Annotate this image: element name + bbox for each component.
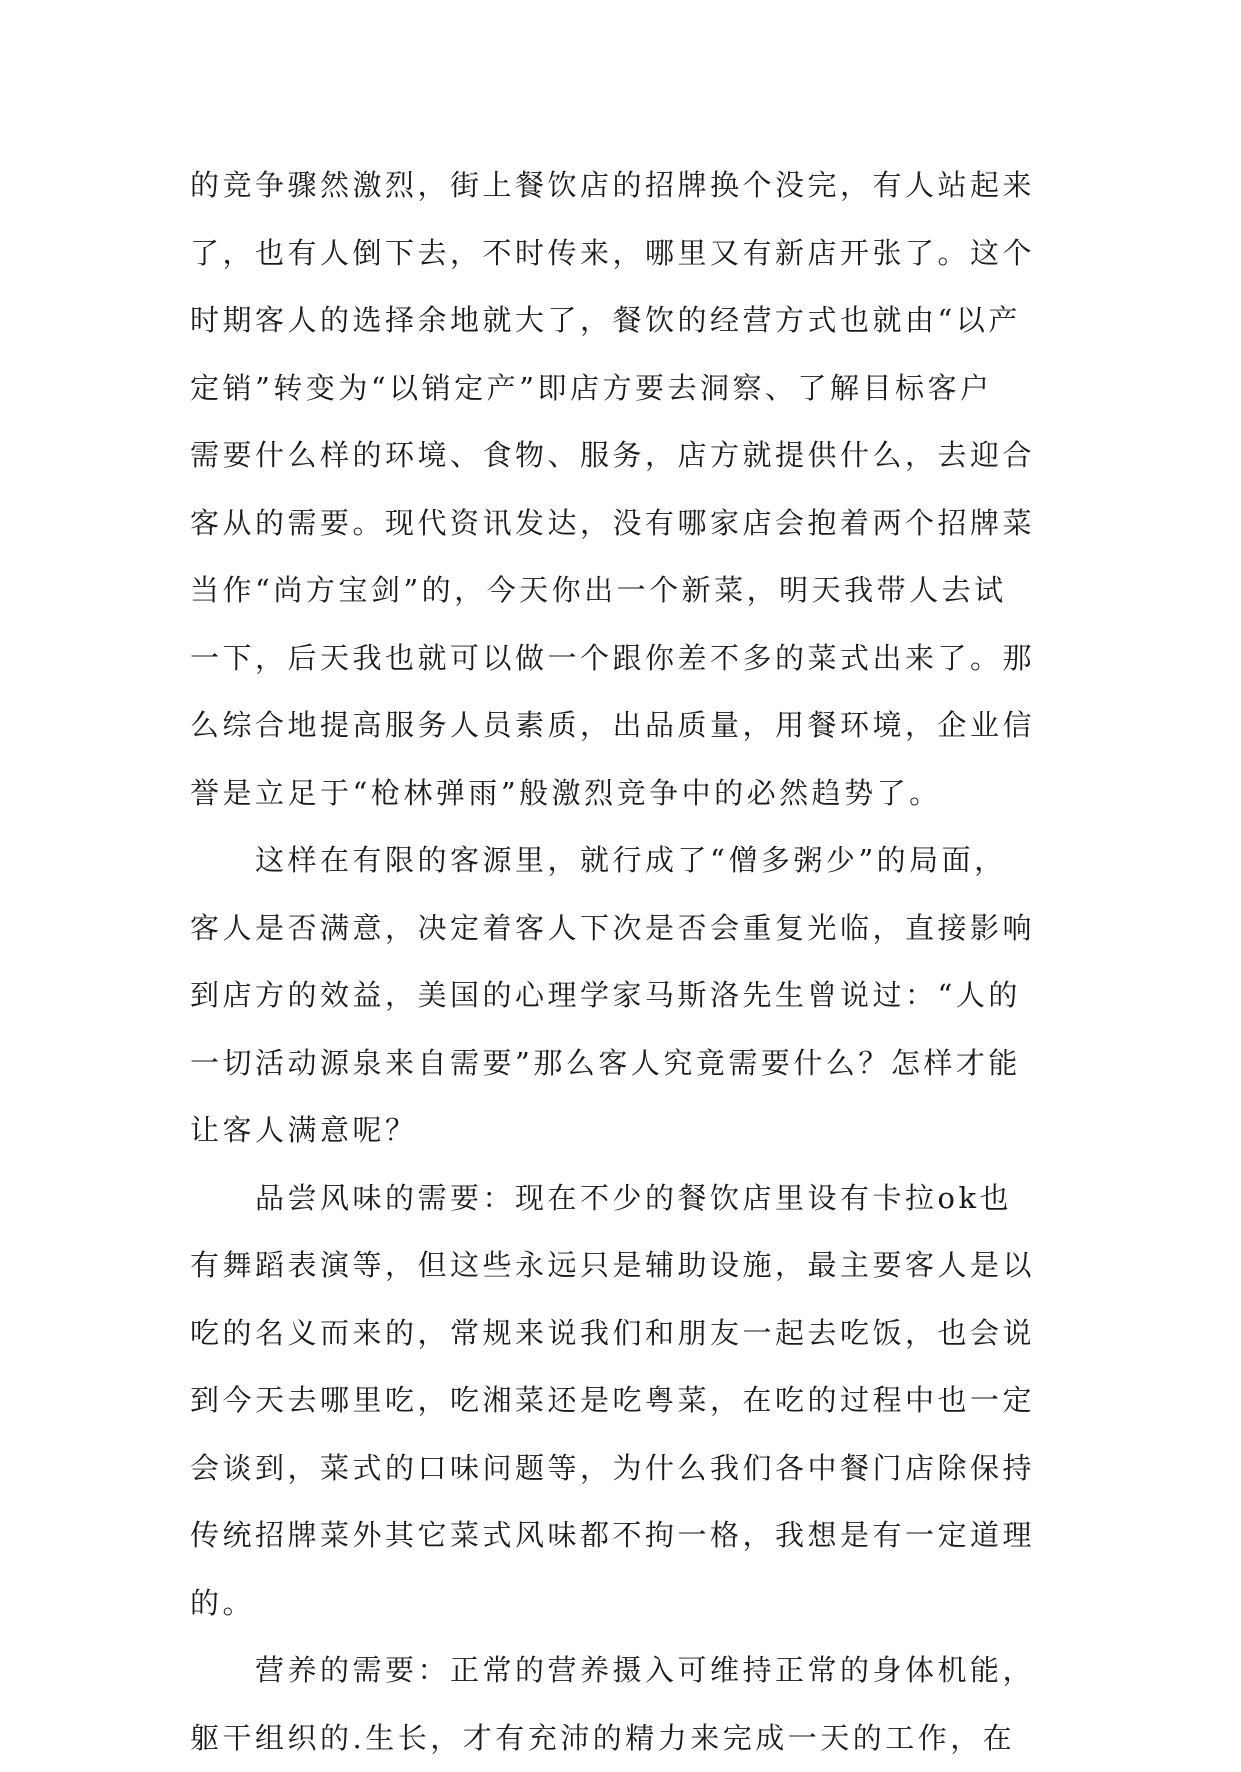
text-line: 一切活动源泉来自需要”那么客人究竟需要什么？怎样才能	[190, 1030, 1050, 1098]
text-line: 客人是否满意，决定着客人下次是否会重复光临，直接影响	[190, 895, 1050, 963]
text-line: 到店方的效益，美国的心理学家马斯洛先生曾说过：“人的	[190, 962, 1050, 1030]
text-line: 到今天去哪里吃，吃湘菜还是吃粤菜，在吃的过程中也一定	[190, 1367, 1050, 1435]
text-line: 会谈到，菜式的口味问题等，为什么我们各中餐门店除保持	[190, 1435, 1050, 1503]
text-line: 的。	[190, 1570, 1050, 1638]
text-line: 时期客人的选择余地就大了，餐饮的经营方式也就由“以产	[190, 287, 1050, 355]
paragraph-start-line: 这样在有限的客源里，就行成了“僧多粥少”的局面，	[190, 827, 1050, 895]
text-line: 的竞争骤然激烈，街上餐饮店的招牌换个没完，有人站起来	[190, 152, 1050, 220]
text-line: 誉是立足于“枪林弹雨”般激烈竞争中的必然趋势了。	[190, 760, 1050, 828]
body-text	[190, 152, 1050, 1772]
paragraph-start-line: 营养的需要：正常的营养摄入可维持正常的身体机能，	[190, 1637, 1050, 1705]
text-line: 么综合地提高服务人员素质，出品质量，用餐环境，企业信	[190, 692, 1050, 760]
text-line: 有舞蹈表演等，但这些永远只是辅助设施，最主要客人是以	[190, 1232, 1050, 1300]
text-line: 传统招牌菜外其它菜式风味都不拘一格，我想是有一定道理	[190, 1502, 1050, 1570]
text-line: 客从的需要。现代资讯发达，没有哪家店会抱着两个招牌菜	[190, 490, 1050, 558]
text-line: 当作“尚方宝剑”的，今天你出一个新菜，明天我带人去试	[190, 557, 1050, 625]
text-line: 让客人满意呢？	[190, 1097, 1050, 1165]
text-line: 躯干组织的.生长，才有充沛的精力来完成一天的工作，在	[190, 1705, 1050, 1772]
text-line: 了，也有人倒下去，不时传来，哪里又有新店开张了。这个	[190, 220, 1050, 288]
text-line: 一下，后天我也就可以做一个跟你差不多的菜式出来了。那	[190, 625, 1050, 693]
text-line: 需要什么样的环境、食物、服务，店方就提供什么，去迎合	[190, 422, 1050, 490]
paragraph-start-line: 品尝风味的需要：现在不少的餐饮店里设有卡拉ok也	[190, 1165, 1050, 1233]
text-line: 定销”转变为“以销定产”即店方要去洞察、了解目标客户	[190, 355, 1050, 423]
text-line: 吃的名义而来的，常规来说我们和朋友一起去吃饭，也会说	[190, 1300, 1050, 1368]
